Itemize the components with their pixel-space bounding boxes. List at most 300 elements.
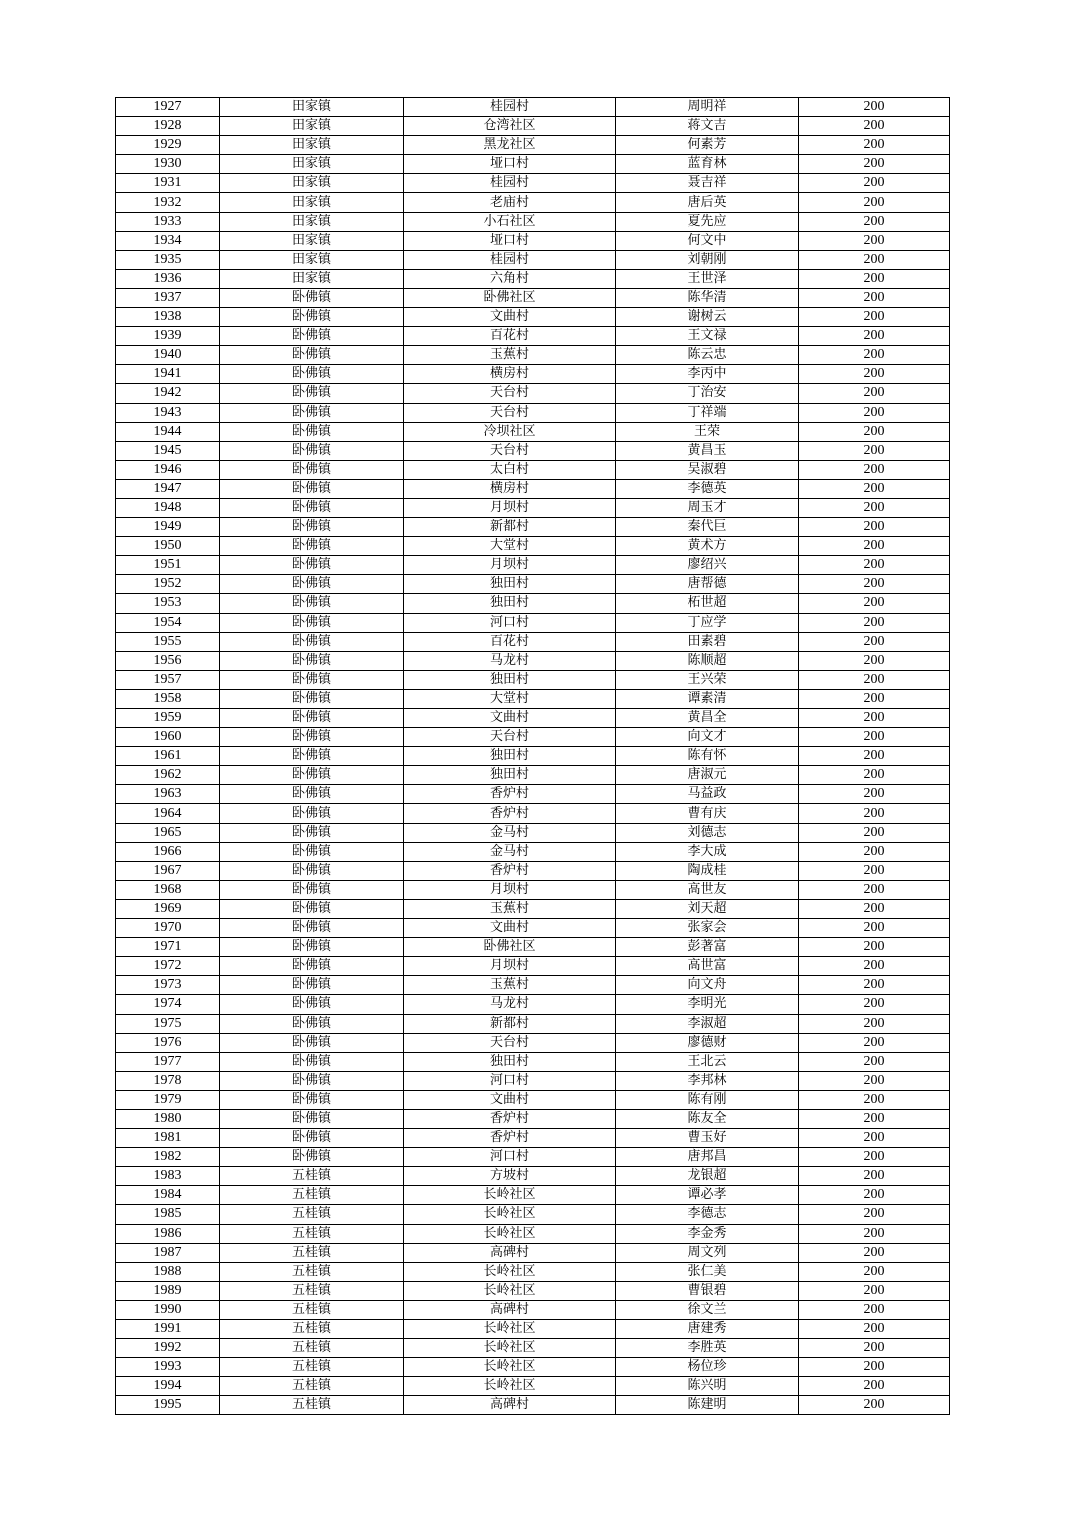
person-name-cell: 高世友 (616, 880, 799, 899)
amount-cell: 200 (799, 1090, 950, 1109)
person-name-cell: 李德英 (616, 479, 799, 498)
table-row (116, 155, 950, 174)
amount-cell: 200 (799, 1052, 950, 1071)
village-cell: 新都村 (404, 518, 616, 537)
town-cell: 五桂镇 (220, 1396, 404, 1415)
table-row (116, 441, 950, 460)
person-name-cell: 蒋文吉 (616, 117, 799, 136)
town-cell: 五桂镇 (220, 1224, 404, 1243)
serial-number-cell: 1930 (116, 155, 220, 174)
serial-number-cell: 1928 (116, 117, 220, 136)
serial-number-cell: 1941 (116, 365, 220, 384)
serial-number-cell: 1936 (116, 269, 220, 288)
amount-cell: 200 (799, 346, 950, 365)
person-name-cell: 廖德财 (616, 1033, 799, 1052)
village-cell: 方坡村 (404, 1167, 616, 1186)
person-name-cell: 黄昌玉 (616, 441, 799, 460)
town-cell: 卧佛镇 (220, 1109, 404, 1128)
town-cell: 卧佛镇 (220, 1071, 404, 1090)
amount-cell: 200 (799, 804, 950, 823)
person-name-cell: 杨位珍 (616, 1358, 799, 1377)
table-row (116, 498, 950, 517)
village-cell: 横房村 (404, 365, 616, 384)
serial-number-cell: 1949 (116, 518, 220, 537)
table-row (116, 384, 950, 403)
table-row (116, 365, 950, 384)
amount-cell: 200 (799, 1243, 950, 1262)
town-cell: 五桂镇 (220, 1167, 404, 1186)
town-cell: 卧佛镇 (220, 556, 404, 575)
person-name-cell: 李明光 (616, 995, 799, 1014)
table-row (116, 1396, 950, 1415)
serial-number-cell: 1945 (116, 441, 220, 460)
village-cell: 长岭社区 (404, 1377, 616, 1396)
village-cell: 文曲村 (404, 709, 616, 728)
amount-cell: 200 (799, 384, 950, 403)
person-name-cell: 周玉才 (616, 498, 799, 517)
amount-cell: 200 (799, 1129, 950, 1148)
village-cell: 天台村 (404, 403, 616, 422)
table-row (116, 1148, 950, 1167)
town-cell: 卧佛镇 (220, 919, 404, 938)
amount-cell: 200 (799, 651, 950, 670)
amount-cell: 200 (799, 136, 950, 155)
village-cell: 天台村 (404, 441, 616, 460)
town-cell: 卧佛镇 (220, 422, 404, 441)
serial-number-cell: 1931 (116, 174, 220, 193)
serial-number-cell: 1960 (116, 728, 220, 747)
serial-number-cell: 1950 (116, 537, 220, 556)
serial-number-cell: 1991 (116, 1320, 220, 1339)
serial-number-cell: 1979 (116, 1090, 220, 1109)
table-row (116, 785, 950, 804)
table-row (116, 938, 950, 957)
village-cell: 马龙村 (404, 651, 616, 670)
serial-number-cell: 1932 (116, 193, 220, 212)
serial-number-cell: 1986 (116, 1224, 220, 1243)
table-row (116, 919, 950, 938)
serial-number-cell: 1972 (116, 957, 220, 976)
person-name-cell: 聂吉祥 (616, 174, 799, 193)
table-row (116, 193, 950, 212)
town-cell: 五桂镇 (220, 1281, 404, 1300)
serial-number-cell: 1934 (116, 231, 220, 250)
serial-number-cell: 1965 (116, 823, 220, 842)
town-cell: 卧佛镇 (220, 498, 404, 517)
village-cell: 月坝村 (404, 957, 616, 976)
village-cell: 长岭社区 (404, 1320, 616, 1339)
village-cell: 百花村 (404, 632, 616, 651)
table-row (116, 880, 950, 899)
town-cell: 卧佛镇 (220, 785, 404, 804)
amount-cell: 200 (799, 308, 950, 327)
table-row (116, 1262, 950, 1281)
person-name-cell: 李邦林 (616, 1071, 799, 1090)
subsidy-table (115, 97, 950, 1415)
town-cell: 卧佛镇 (220, 346, 404, 365)
table-row (116, 689, 950, 708)
town-cell: 田家镇 (220, 117, 404, 136)
village-cell: 桂园村 (404, 250, 616, 269)
serial-number-cell: 1995 (116, 1396, 220, 1415)
amount-cell: 200 (799, 1071, 950, 1090)
person-name-cell: 蓝育林 (616, 155, 799, 174)
village-cell: 马龙村 (404, 995, 616, 1014)
table-body (116, 98, 950, 1415)
person-name-cell: 何文中 (616, 231, 799, 250)
village-cell: 卧佛社区 (404, 938, 616, 957)
table-row (116, 136, 950, 155)
person-name-cell: 王文禄 (616, 327, 799, 346)
table-row (116, 747, 950, 766)
amount-cell: 200 (799, 518, 950, 537)
town-cell: 卧佛镇 (220, 728, 404, 747)
town-cell: 五桂镇 (220, 1377, 404, 1396)
serial-number-cell: 1939 (116, 327, 220, 346)
amount-cell: 200 (799, 1377, 950, 1396)
village-cell: 黑龙社区 (404, 136, 616, 155)
town-cell: 田家镇 (220, 231, 404, 250)
amount-cell: 200 (799, 880, 950, 899)
serial-number-cell: 1935 (116, 250, 220, 269)
table-row (116, 613, 950, 632)
amount-cell: 200 (799, 479, 950, 498)
amount-cell: 200 (799, 1148, 950, 1167)
serial-number-cell: 1957 (116, 670, 220, 689)
town-cell: 五桂镇 (220, 1339, 404, 1358)
table-row (116, 250, 950, 269)
amount-cell: 200 (799, 460, 950, 479)
town-cell: 五桂镇 (220, 1320, 404, 1339)
person-name-cell: 陈有怀 (616, 747, 799, 766)
town-cell: 卧佛镇 (220, 880, 404, 899)
table-row (116, 1205, 950, 1224)
town-cell: 卧佛镇 (220, 575, 404, 594)
person-name-cell: 周文列 (616, 1243, 799, 1262)
serial-number-cell: 1963 (116, 785, 220, 804)
town-cell: 卧佛镇 (220, 594, 404, 613)
person-name-cell: 唐邦昌 (616, 1148, 799, 1167)
town-cell: 五桂镇 (220, 1205, 404, 1224)
village-cell: 玉蕉村 (404, 346, 616, 365)
person-name-cell: 唐后英 (616, 193, 799, 212)
amount-cell: 200 (799, 117, 950, 136)
village-cell: 香炉村 (404, 1109, 616, 1128)
amount-cell: 200 (799, 1014, 950, 1033)
town-cell: 卧佛镇 (220, 670, 404, 689)
serial-number-cell: 1951 (116, 556, 220, 575)
amount-cell: 200 (799, 670, 950, 689)
amount-cell: 200 (799, 919, 950, 938)
person-name-cell: 李德志 (616, 1205, 799, 1224)
serial-number-cell: 1944 (116, 422, 220, 441)
person-name-cell: 张仁美 (616, 1262, 799, 1281)
town-cell: 田家镇 (220, 98, 404, 117)
town-cell: 卧佛镇 (220, 709, 404, 728)
table-row (116, 709, 950, 728)
person-name-cell: 王荣 (616, 422, 799, 441)
serial-number-cell: 1927 (116, 98, 220, 117)
amount-cell: 200 (799, 231, 950, 250)
town-cell: 卧佛镇 (220, 823, 404, 842)
person-name-cell: 丁治安 (616, 384, 799, 403)
serial-number-cell: 1971 (116, 938, 220, 957)
town-cell: 卧佛镇 (220, 479, 404, 498)
table-row (116, 1090, 950, 1109)
person-name-cell: 曹玉好 (616, 1129, 799, 1148)
town-cell: 卧佛镇 (220, 441, 404, 460)
town-cell: 卧佛镇 (220, 365, 404, 384)
serial-number-cell: 1940 (116, 346, 220, 365)
serial-number-cell: 1990 (116, 1300, 220, 1319)
table-row (116, 861, 950, 880)
table-row (116, 460, 950, 479)
town-cell: 田家镇 (220, 174, 404, 193)
table-row (116, 98, 950, 117)
town-cell: 田家镇 (220, 212, 404, 231)
serial-number-cell: 1980 (116, 1109, 220, 1128)
amount-cell: 200 (799, 728, 950, 747)
table-row (116, 308, 950, 327)
serial-number-cell: 1981 (116, 1129, 220, 1148)
amount-cell: 200 (799, 288, 950, 307)
person-name-cell: 唐帮德 (616, 575, 799, 594)
serial-number-cell: 1993 (116, 1358, 220, 1377)
village-cell: 河口村 (404, 1071, 616, 1090)
amount-cell: 200 (799, 1358, 950, 1377)
amount-cell: 200 (799, 212, 950, 231)
amount-cell: 200 (799, 422, 950, 441)
town-cell: 卧佛镇 (220, 957, 404, 976)
table-row (116, 1033, 950, 1052)
table-row (116, 804, 950, 823)
serial-number-cell: 1958 (116, 689, 220, 708)
village-cell: 长岭社区 (404, 1358, 616, 1377)
table-row (116, 842, 950, 861)
serial-number-cell: 1989 (116, 1281, 220, 1300)
village-cell: 横房村 (404, 479, 616, 498)
amount-cell: 200 (799, 594, 950, 613)
town-cell: 卧佛镇 (220, 747, 404, 766)
table-row (116, 575, 950, 594)
town-cell: 卧佛镇 (220, 327, 404, 346)
amount-cell: 200 (799, 995, 950, 1014)
town-cell: 田家镇 (220, 136, 404, 155)
serial-number-cell: 1994 (116, 1377, 220, 1396)
village-cell: 垭口村 (404, 231, 616, 250)
table-row (116, 594, 950, 613)
amount-cell: 200 (799, 766, 950, 785)
person-name-cell: 廖绍兴 (616, 556, 799, 575)
village-cell: 小石社区 (404, 212, 616, 231)
amount-cell: 200 (799, 842, 950, 861)
town-cell: 卧佛镇 (220, 403, 404, 422)
amount-cell: 200 (799, 403, 950, 422)
person-name-cell: 彭著富 (616, 938, 799, 957)
table-row (116, 1109, 950, 1128)
serial-number-cell: 1966 (116, 842, 220, 861)
amount-cell: 200 (799, 861, 950, 880)
person-name-cell: 向文才 (616, 728, 799, 747)
village-cell: 大堂村 (404, 689, 616, 708)
amount-cell: 200 (799, 1109, 950, 1128)
village-cell: 文曲村 (404, 1090, 616, 1109)
village-cell: 天台村 (404, 728, 616, 747)
village-cell: 香炉村 (404, 804, 616, 823)
amount-cell: 200 (799, 174, 950, 193)
village-cell: 独田村 (404, 766, 616, 785)
table-row (116, 1224, 950, 1243)
serial-number-cell: 1943 (116, 403, 220, 422)
amount-cell: 200 (799, 613, 950, 632)
village-cell: 长岭社区 (404, 1281, 616, 1300)
amount-cell: 200 (799, 575, 950, 594)
person-name-cell: 刘天超 (616, 899, 799, 918)
village-cell: 垭口村 (404, 155, 616, 174)
serial-number-cell: 1969 (116, 899, 220, 918)
person-name-cell: 王北云 (616, 1052, 799, 1071)
person-name-cell: 徐文兰 (616, 1300, 799, 1319)
person-name-cell: 黄术方 (616, 537, 799, 556)
table-row (116, 1358, 950, 1377)
amount-cell: 200 (799, 957, 950, 976)
amount-cell: 200 (799, 556, 950, 575)
table-row (116, 537, 950, 556)
serial-number-cell: 1976 (116, 1033, 220, 1052)
amount-cell: 200 (799, 269, 950, 288)
town-cell: 卧佛镇 (220, 842, 404, 861)
serial-number-cell: 1956 (116, 651, 220, 670)
person-name-cell: 李丙中 (616, 365, 799, 384)
table-row (116, 403, 950, 422)
town-cell: 五桂镇 (220, 1358, 404, 1377)
amount-cell: 200 (799, 1300, 950, 1319)
person-name-cell: 曹银碧 (616, 1281, 799, 1300)
person-name-cell: 陈华清 (616, 288, 799, 307)
amount-cell: 200 (799, 1281, 950, 1300)
village-cell: 高碑村 (404, 1243, 616, 1262)
town-cell: 卧佛镇 (220, 899, 404, 918)
serial-number-cell: 1992 (116, 1339, 220, 1358)
amount-cell: 200 (799, 938, 950, 957)
town-cell: 卧佛镇 (220, 384, 404, 403)
table-row (116, 212, 950, 231)
amount-cell: 200 (799, 709, 950, 728)
amount-cell: 200 (799, 1339, 950, 1358)
table-row (116, 346, 950, 365)
person-name-cell: 陈云忠 (616, 346, 799, 365)
town-cell: 卧佛镇 (220, 1129, 404, 1148)
amount-cell: 200 (799, 1033, 950, 1052)
town-cell: 卧佛镇 (220, 766, 404, 785)
serial-number-cell: 1987 (116, 1243, 220, 1262)
person-name-cell: 曹有庆 (616, 804, 799, 823)
person-name-cell: 夏先应 (616, 212, 799, 231)
serial-number-cell: 1933 (116, 212, 220, 231)
town-cell: 卧佛镇 (220, 1148, 404, 1167)
person-name-cell: 谭必孝 (616, 1186, 799, 1205)
village-cell: 仓湾社区 (404, 117, 616, 136)
person-name-cell: 唐建秀 (616, 1320, 799, 1339)
table-row (116, 899, 950, 918)
serial-number-cell: 1954 (116, 613, 220, 632)
amount-cell: 200 (799, 632, 950, 651)
village-cell: 百花村 (404, 327, 616, 346)
person-name-cell: 王世泽 (616, 269, 799, 288)
person-name-cell: 李淑超 (616, 1014, 799, 1033)
serial-number-cell: 1973 (116, 976, 220, 995)
table-row (116, 1167, 950, 1186)
town-cell: 卧佛镇 (220, 1052, 404, 1071)
person-name-cell: 张家会 (616, 919, 799, 938)
table-row (116, 327, 950, 346)
village-cell: 长岭社区 (404, 1224, 616, 1243)
amount-cell: 200 (799, 823, 950, 842)
table-row (116, 269, 950, 288)
table-row (116, 518, 950, 537)
person-name-cell: 马益政 (616, 785, 799, 804)
person-name-cell: 秦代巨 (616, 518, 799, 537)
amount-cell: 200 (799, 193, 950, 212)
amount-cell: 200 (799, 899, 950, 918)
town-cell: 卧佛镇 (220, 518, 404, 537)
village-cell: 独田村 (404, 747, 616, 766)
town-cell: 田家镇 (220, 155, 404, 174)
person-name-cell: 李胜英 (616, 1339, 799, 1358)
amount-cell: 200 (799, 785, 950, 804)
village-cell: 六角村 (404, 269, 616, 288)
table-row (116, 556, 950, 575)
table-row (116, 1129, 950, 1148)
village-cell: 天台村 (404, 1033, 616, 1052)
village-cell: 高碑村 (404, 1396, 616, 1415)
amount-cell: 200 (799, 155, 950, 174)
amount-cell: 200 (799, 441, 950, 460)
village-cell: 天台村 (404, 384, 616, 403)
table-row (116, 479, 950, 498)
village-cell: 卧佛社区 (404, 288, 616, 307)
amount-cell: 200 (799, 1205, 950, 1224)
amount-cell: 200 (799, 1396, 950, 1415)
table-row (116, 995, 950, 1014)
serial-number-cell: 1977 (116, 1052, 220, 1071)
person-name-cell: 向文舟 (616, 976, 799, 995)
serial-number-cell: 1959 (116, 709, 220, 728)
town-cell: 卧佛镇 (220, 288, 404, 307)
village-cell: 玉蕉村 (404, 899, 616, 918)
person-name-cell: 丁祥端 (616, 403, 799, 422)
table-row (116, 422, 950, 441)
person-name-cell: 李大成 (616, 842, 799, 861)
person-name-cell: 高世富 (616, 957, 799, 976)
serial-number-cell: 1978 (116, 1071, 220, 1090)
town-cell: 卧佛镇 (220, 976, 404, 995)
town-cell: 卧佛镇 (220, 1033, 404, 1052)
serial-number-cell: 1970 (116, 919, 220, 938)
table-row (116, 823, 950, 842)
amount-cell: 200 (799, 1320, 950, 1339)
village-cell: 新都村 (404, 1014, 616, 1033)
table-row (116, 288, 950, 307)
person-name-cell: 田素碧 (616, 632, 799, 651)
serial-number-cell: 1974 (116, 995, 220, 1014)
amount-cell: 200 (799, 1167, 950, 1186)
town-cell: 卧佛镇 (220, 308, 404, 327)
person-name-cell: 陈建明 (616, 1396, 799, 1415)
person-name-cell: 陈顺超 (616, 651, 799, 670)
serial-number-cell: 1937 (116, 288, 220, 307)
village-cell: 月坝村 (404, 880, 616, 899)
